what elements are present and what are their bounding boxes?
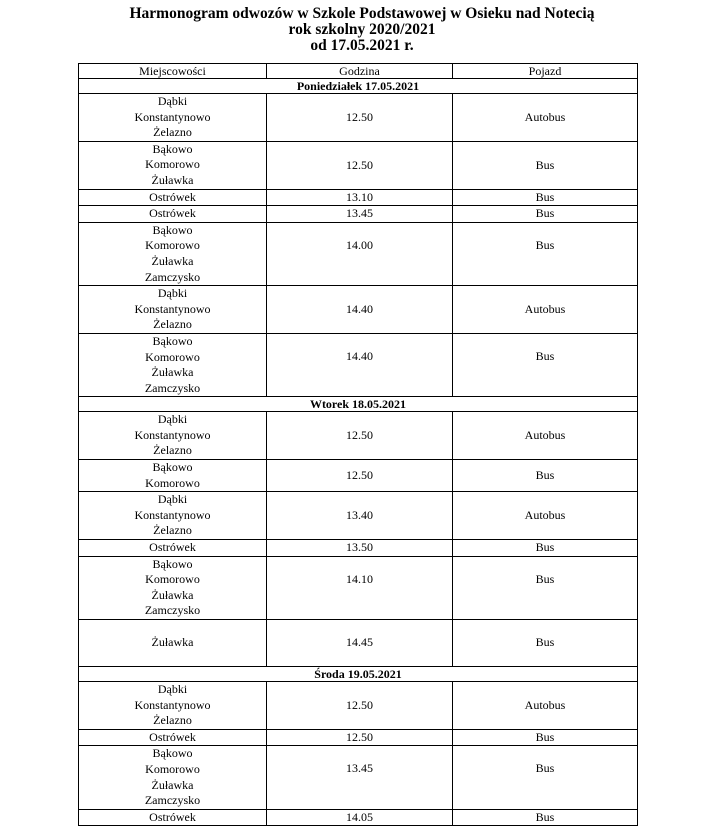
time-cell: 12.50 <box>267 141 453 189</box>
vehicle-cell: Bus <box>453 189 638 206</box>
place-name: Komorowo <box>145 761 200 776</box>
place-cell <box>79 94 267 142</box>
schedule-row <box>79 222 638 285</box>
place-name: Żelazno <box>153 443 192 458</box>
time-cell: 13.40 <box>267 492 453 540</box>
place-name: Zamczysko <box>144 380 201 395</box>
place-cell <box>79 222 267 285</box>
schedule-row <box>79 809 638 826</box>
vehicle-cell: Autobus <box>453 682 638 730</box>
vehicle-cell: Bus <box>453 222 638 285</box>
schedule-row <box>79 189 638 206</box>
day-row <box>79 79 638 94</box>
header-row <box>79 64 638 79</box>
vehicle-cell: Bus <box>453 540 638 557</box>
place-name: Bąkowo <box>152 746 193 761</box>
place-cell <box>79 141 267 189</box>
header-time: Godzina <box>267 64 453 79</box>
place-name: Żuławka <box>151 777 194 792</box>
place-name: Konstantynowo <box>134 697 211 712</box>
time-cell: 12.50 <box>267 729 453 746</box>
place-name: Dąbki <box>157 412 188 427</box>
place-name: Dąbki <box>157 94 188 108</box>
vehicle-cell: Autobus <box>453 412 638 460</box>
place-name: Bąkowo <box>152 333 193 348</box>
place-cell <box>79 333 267 396</box>
schedule-row <box>79 460 638 492</box>
schedule-row <box>79 620 638 667</box>
time-cell: 14.40 <box>267 286 453 334</box>
time-cell: 13.45 <box>267 206 453 223</box>
schedule-row <box>79 729 638 746</box>
place-name: Konstantynowo <box>134 301 211 316</box>
place-name: Żuławka <box>151 635 194 650</box>
vehicle-cell: Bus <box>453 809 638 826</box>
place-name: Ostrówek <box>149 809 196 824</box>
place-name: Konstantynowo <box>134 427 211 442</box>
schedule-row <box>79 333 638 396</box>
time-cell: 13.10 <box>267 189 453 206</box>
place-name: Żelazno <box>153 317 192 332</box>
place-name: Żuławka <box>151 365 194 380</box>
place-name: Komorowo <box>145 157 200 172</box>
vehicle-cell: Autobus <box>453 286 638 334</box>
place-name: Komorowo <box>145 572 200 587</box>
place-name: Dąbki <box>157 682 188 696</box>
place-name: Konstantynowo <box>134 109 211 124</box>
time-cell: 13.50 <box>267 540 453 557</box>
place-name: Bąkowo <box>152 222 193 237</box>
place-name: Komorowo <box>145 349 200 364</box>
place-name: Dąbki <box>157 286 188 301</box>
place-name: Zamczysko <box>144 603 201 618</box>
vehicle-cell: Autobus <box>453 94 638 142</box>
time-cell: 14.40 <box>267 333 453 396</box>
time-cell: 14.45 <box>267 620 453 667</box>
schedule-row <box>79 682 638 730</box>
time-cell: 13.45 <box>267 746 453 809</box>
schedule-row <box>79 141 638 189</box>
place-cell <box>79 540 267 557</box>
day-label: Środa 19.05.2021 <box>79 667 638 682</box>
place-name: Bąkowo <box>152 556 193 571</box>
day-label: Poniedziałek 17.05.2021 <box>79 79 638 94</box>
effective-date: od 17.05.2021 r. <box>310 37 414 54</box>
schedule-row <box>79 556 638 619</box>
place-name: Żuławka <box>151 172 194 187</box>
place-cell <box>79 460 267 492</box>
time-cell: 12.50 <box>267 460 453 492</box>
schedule-row <box>79 206 638 223</box>
vehicle-cell: Bus <box>453 729 638 746</box>
vehicle-cell: Bus <box>453 620 638 667</box>
day-label: Wtorek 18.05.2021 <box>79 397 638 412</box>
vehicle-cell: Bus <box>453 460 638 492</box>
place-name: Bąkowo <box>152 141 193 156</box>
schedule-row <box>79 412 638 460</box>
schedule-row <box>79 746 638 809</box>
schedule-row <box>79 94 638 142</box>
day-row <box>79 667 638 682</box>
time-cell: 12.50 <box>267 682 453 730</box>
place-cell <box>79 620 267 667</box>
school-year: rok szkolny 2020/2021 <box>288 21 436 38</box>
place-name: Żelazno <box>153 125 192 140</box>
place-name: Dąbki <box>157 492 188 507</box>
place-cell <box>79 729 267 746</box>
place-name: Żelazno <box>153 523 192 538</box>
vehicle-cell: Autobus <box>453 492 638 540</box>
header-vehicle: Pojazd <box>453 64 638 79</box>
place-name: Zamczysko <box>144 269 201 284</box>
schedule-body <box>79 64 638 826</box>
vehicle-cell: Bus <box>453 746 638 809</box>
time-cell: 12.50 <box>267 412 453 460</box>
place-cell <box>79 809 267 826</box>
time-cell: 14.00 <box>267 222 453 285</box>
place-name: Zamczysko <box>144 793 201 808</box>
place-name: Żelazno <box>153 713 192 728</box>
place-name: Ostrówek <box>149 206 196 221</box>
place-cell <box>79 556 267 619</box>
place-cell <box>79 206 267 223</box>
header-place: Miejscowości <box>79 64 267 79</box>
vehicle-cell: Bus <box>453 333 638 396</box>
vehicle-cell: Bus <box>453 206 638 223</box>
place-name: Żuławka <box>151 587 194 602</box>
place-cell <box>79 412 267 460</box>
schedule-table <box>78 63 638 826</box>
place-cell <box>79 746 267 809</box>
place-cell <box>79 492 267 540</box>
time-cell: 12.50 <box>267 94 453 142</box>
document-title: Harmonogram odwozów w Szkole Podstawowej w Osieku nad Notecią <box>129 5 595 22</box>
place-name: Komorowo <box>145 238 200 253</box>
schedule-row <box>79 286 638 334</box>
place-name: Konstantynowo <box>134 507 211 522</box>
place-cell <box>79 189 267 206</box>
place-name: Ostrówek <box>149 189 196 204</box>
vehicle-cell: Bus <box>453 141 638 189</box>
place-cell <box>79 286 267 334</box>
place-name: Bąkowo <box>152 460 193 475</box>
time-cell: 14.05 <box>267 809 453 826</box>
place-name: Żuławka <box>151 253 194 268</box>
place-name: Ostrówek <box>149 540 196 555</box>
place-name: Ostrówek <box>149 729 196 744</box>
place-name: Komorowo <box>145 475 200 490</box>
schedule-row <box>79 540 638 557</box>
day-row <box>79 397 638 412</box>
time-cell: 14.10 <box>267 556 453 619</box>
place-cell <box>79 682 267 730</box>
schedule-row <box>79 492 638 540</box>
vehicle-cell: Bus <box>453 556 638 619</box>
